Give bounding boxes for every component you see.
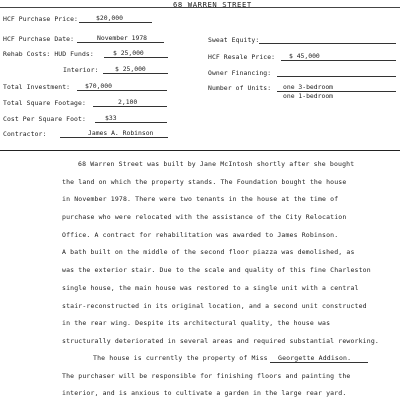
hcf-purchase-date-line — [77, 42, 164, 43]
cost-per-sqft-value: $33 — [105, 114, 117, 122]
contractor-label: Contractor: — [3, 130, 47, 138]
rehab-costs-label: Rehab Costs: HUD Funds: — [3, 50, 94, 58]
paragraph-line-7: was the exterior stair. Due to the scale and quality of this fine Charleston — [62, 266, 371, 274]
hcf-resale-price-label: HCF Resale Price: — [208, 53, 276, 61]
total-investment-label: Total Investment: — [3, 83, 71, 91]
paragraph-line-9: stair-reconstructed in its original location, and a second unit constructed — [62, 302, 367, 310]
interior-value: $ 25,000 — [115, 65, 146, 73]
paragraph-line-6: A bath built on the middle of the second floor piazza was demolished, as — [62, 248, 355, 256]
paragraph-line-2: the land on which the property stands. The Foundation bought the house — [62, 178, 347, 186]
hcf-purchase-price-label: HCF Purchase Price: — [3, 15, 79, 23]
hcf-resale-price-value: $ 45,000 — [289, 52, 320, 60]
total-square-footage-label: Total Square Footage: — [3, 99, 86, 107]
total-square-footage-value: 2,100 — [118, 98, 138, 106]
owner-name: Georgette Addison. — [278, 354, 352, 362]
paragraph-line-4: purchase who were relocated with the assistance of the City Relocation — [62, 213, 347, 221]
cost-per-sqft-label: Cost Per Square Foot: — [3, 115, 86, 123]
hcf-purchase-date-value: November 1978 — [97, 34, 148, 42]
paragraph-line-11: structurally deteriorated in several areas and required substantial reworking. — [62, 337, 379, 345]
owner-financing-line — [277, 76, 396, 77]
paragraph-line-10: in the rear wing. Despite its architectural quality, the house was — [62, 319, 331, 327]
contractor-value: James A. Robinson — [88, 129, 154, 137]
sweat-equity-line — [259, 43, 396, 44]
rehab-hud-funds-line — [104, 57, 168, 58]
sweat-equity-label: Sweat Equity: — [208, 36, 260, 44]
owner-name-line — [270, 362, 368, 363]
hcf-purchase-price-line — [79, 22, 152, 23]
rehab-hud-funds-value: $ 25,000 — [113, 49, 144, 57]
contractor-line — [60, 137, 168, 138]
page-title: 68 WARREN STREET — [173, 0, 252, 9]
total-square-footage-line — [93, 106, 167, 107]
total-investment-line — [77, 90, 167, 91]
number-of-units-label: Number of Units: — [208, 84, 272, 92]
paragraph-line-1: 68 Warren Street was built by Jane McIntosh shortly after she bought — [78, 160, 355, 168]
interior-label: Interior: — [63, 66, 99, 74]
total-investment-value: $70,000 — [85, 82, 112, 90]
hcf-purchase-date-label: HCF Purchase Date: — [3, 35, 75, 43]
units-line-2: one 1-bedroom — [283, 92, 334, 100]
interior-line — [103, 73, 168, 74]
paragraph-line-13: The purchaser will be responsible for finishing floors and painting the — [62, 372, 351, 380]
cost-per-sqft-line — [95, 122, 167, 123]
units-line-1: one 3-bedroom — [283, 83, 334, 91]
owner-financing-label: Owner Financing: — [208, 69, 272, 77]
paragraph-line-14: interior, and is anxious to cultivate a garden in the large rear yard. — [62, 389, 347, 397]
paragraph-line-12: The house is currently the property of Miss — [93, 354, 268, 362]
hcf-resale-price-line — [281, 60, 396, 61]
hcf-purchase-price-value: $20,000 — [96, 14, 123, 22]
paragraph-line-3: in November 1978. There were two tenants in the house at the time of — [62, 195, 339, 203]
paragraph-line-5: Office. A contract for rehabilitation was awarded to James Robinson. — [62, 231, 339, 239]
paragraph-line-8: single house, the main house was restored to a single unit with a central — [62, 284, 359, 292]
section-divider — [0, 150, 400, 151]
